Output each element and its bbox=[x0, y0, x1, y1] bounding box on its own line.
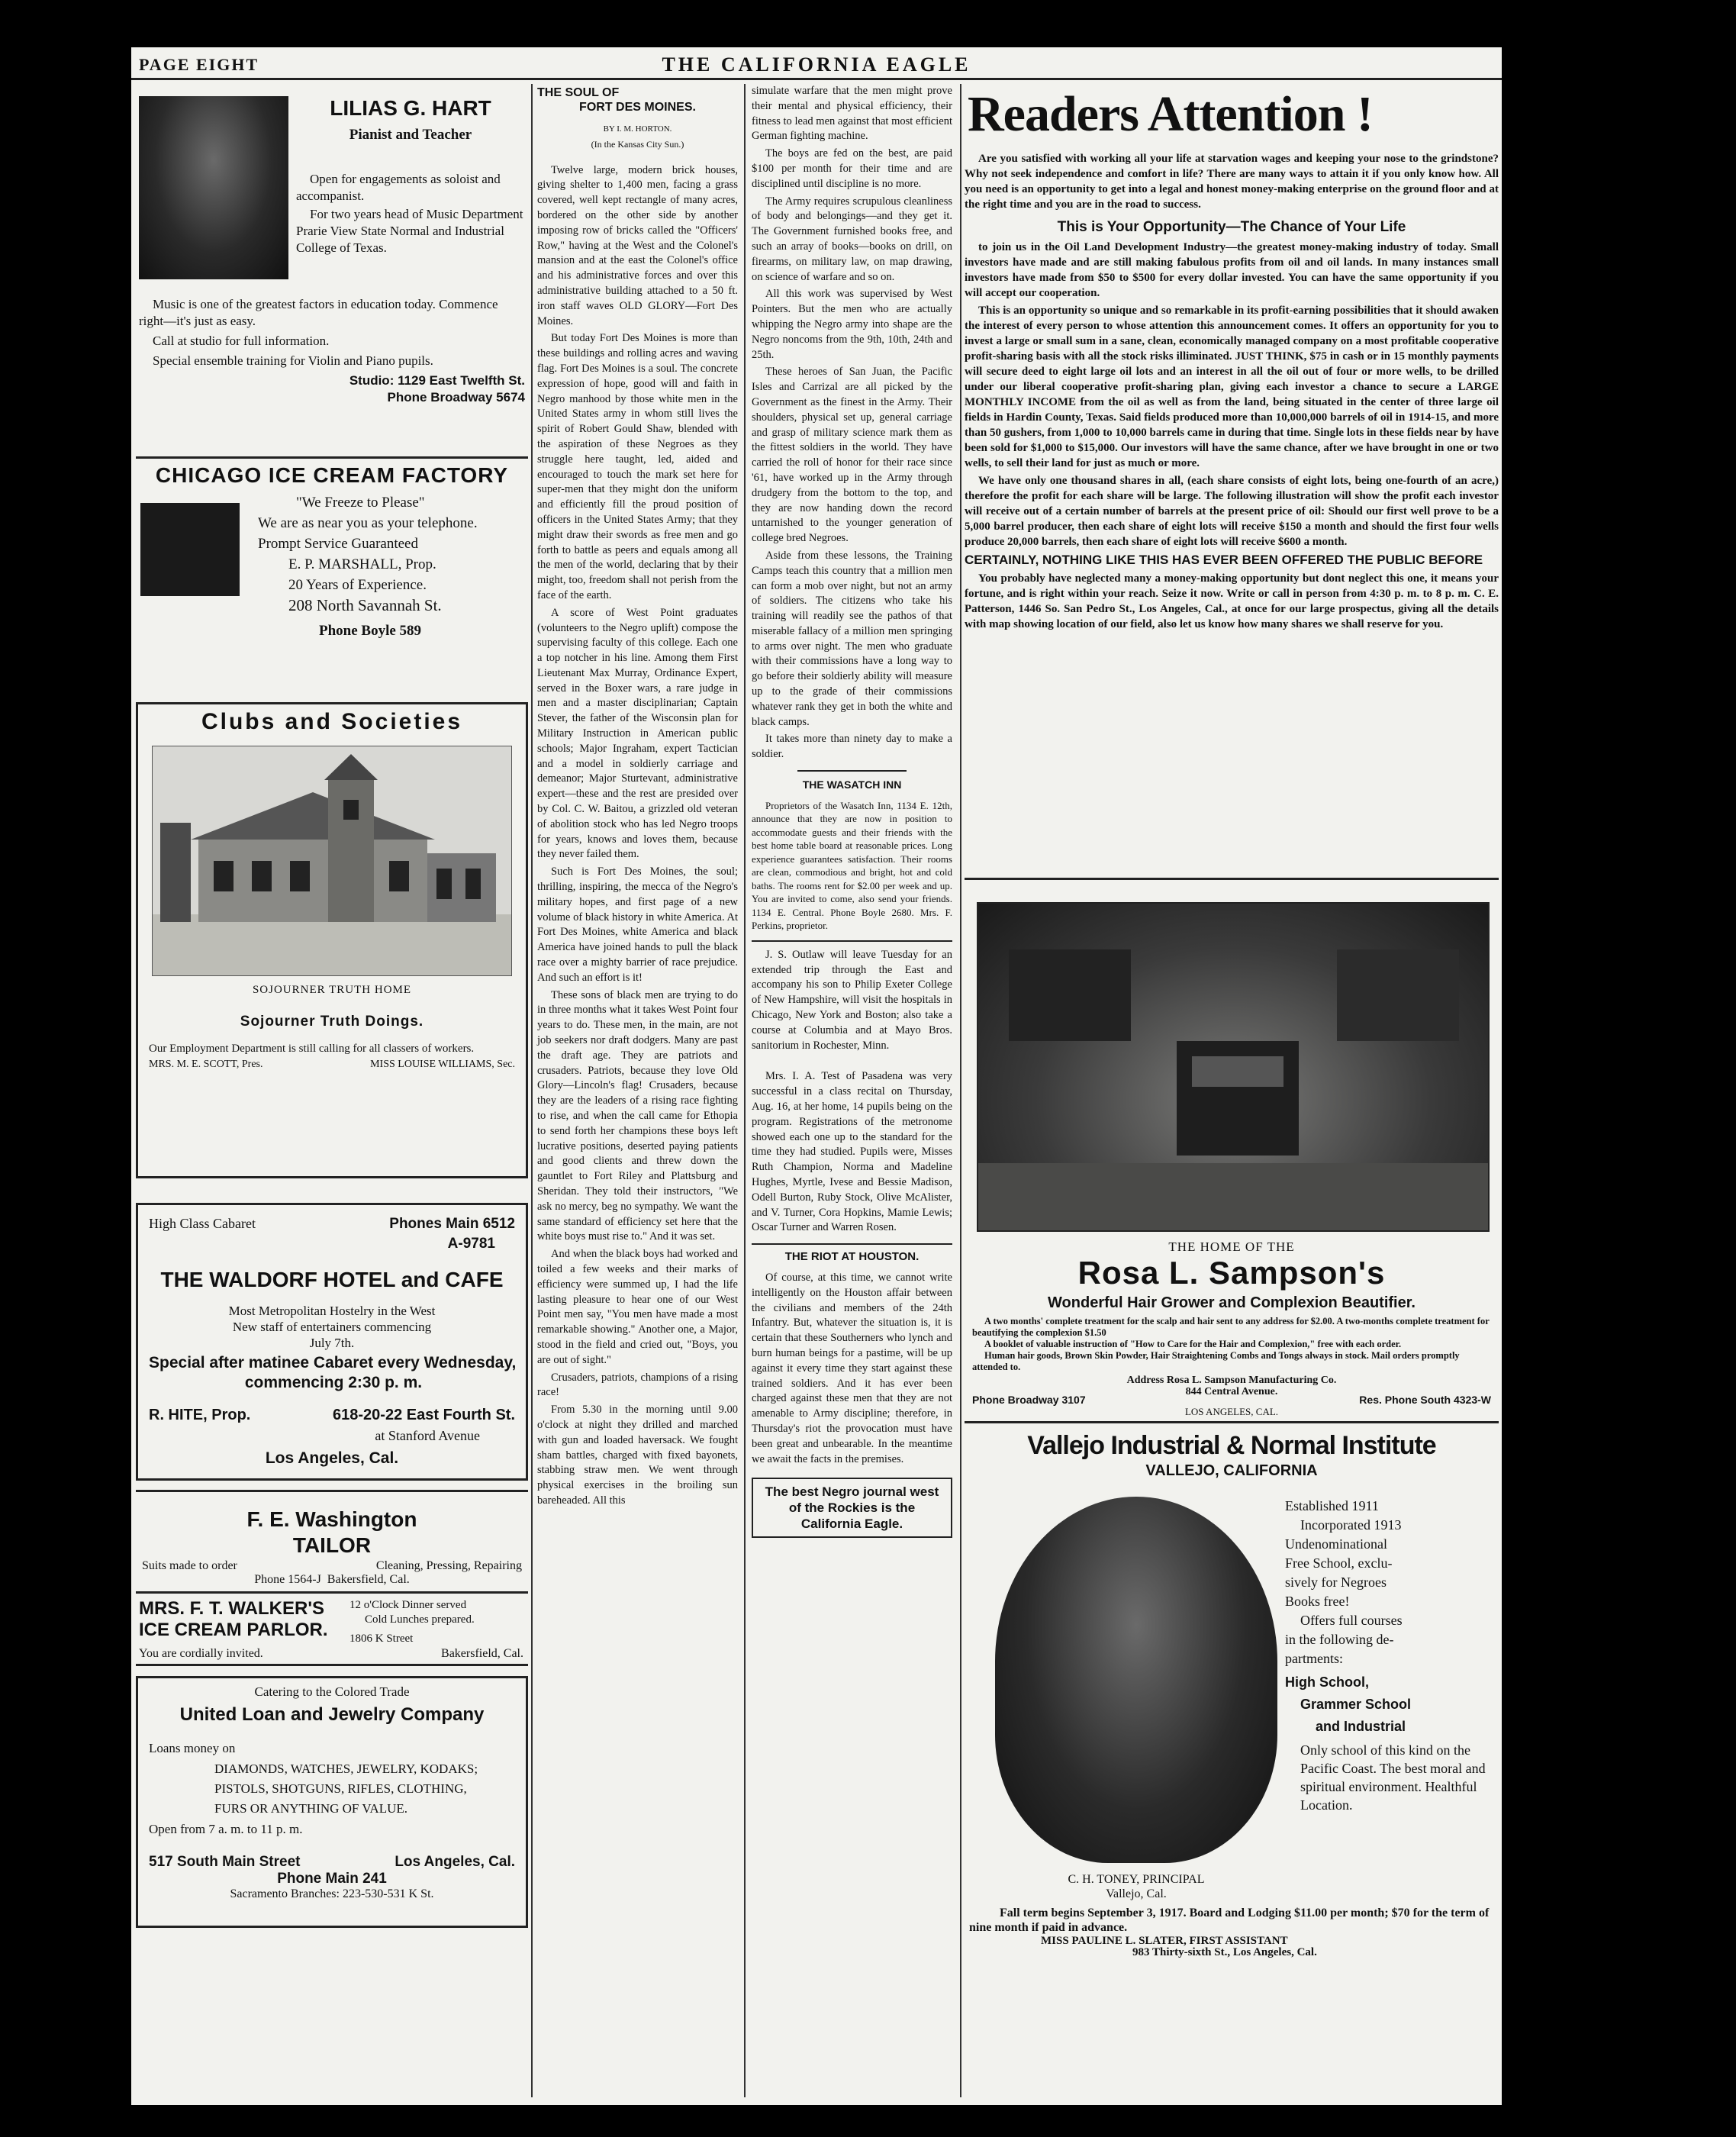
icecream-title: CHICAGO ICE CREAM FACTORY bbox=[155, 463, 509, 487]
walker-invite: You are cordially invited. bbox=[139, 1647, 263, 1660]
sampson-sub: Wonderful Hair Grower and Complexion Beautifier. bbox=[1048, 1294, 1416, 1311]
readers-p2: This is an opportunity so unique and so remarkable in its profit-earning possibilities that it should awaken the interest of every person to whose attention this announcement comes. It offers an opportunity for you to invest a large or small sum in a sane, clean, economically managed company on a most profitable cooperative profit-sharing basis with all the stock risks illiminated. JUST THINK, $75 in cash or in 15 monthly payments will secure deed to eight large oil lots and an interest in all the oil out of four or more wells, to be drilled under our liberal cooperative profit-sharing plan, giving each investor a chance to secure a LARGE MONTHLY INCOME from the oil as well as from the land, being situated in the center of three large oil fields in Hardin County, Texas. Said fields produced more than 10,000,000 barrels of oil in 1914-15, and more than 50 gushers, from 1,000 to 10,000 barrels came in during that time. Single lots in these fields near by have been sold for $1,000 to $15,000. Our investors will have the same chance, after we have brought in one or two wells, to sell their land for just as much or more. bbox=[965, 305, 1499, 469]
sampson-phone-right: Res. Phone South 4323-W bbox=[1359, 1394, 1491, 1406]
wasatch-rule bbox=[797, 770, 907, 772]
sojourner-secretary: MISS LOUISE WILLIAMS, Sec. bbox=[370, 1059, 515, 1070]
sampson-street: 844 Central Avenue. bbox=[1185, 1386, 1278, 1397]
article-title1: THE SOUL OF bbox=[537, 86, 620, 99]
waldorf-line2: New staff of entertainers commencing bbox=[232, 1320, 432, 1334]
waldorf-address: 618-20-22 East Fourth St. bbox=[333, 1407, 515, 1423]
readers-caps: CERTAINLY, NOTHING LIKE THIS HAS EVER BEEN OFFERED THE PUBLIC BEFORE bbox=[965, 553, 1483, 567]
readers-p4: You probably have neglected many a money-making opportunity but dont neglect this one, it means your fortune, and is right within your reach. Seize it now. Write or call in person from 4:30 p. m. to 8 p. m. C. E. Patterson, 1446 So. San Pedro St., Los Angeles, Cal., at once for our large prospectus, giving all the details with map showing location of our field, also let us know how many shares we shall reserve for you. bbox=[965, 572, 1499, 630]
page-number-label: PAGE EIGHT bbox=[139, 55, 259, 74]
tailor-phone: Phone 1564-J bbox=[254, 1573, 321, 1586]
waldorf-city: Los Angeles, Cal. bbox=[265, 1449, 399, 1467]
header-rule bbox=[131, 78, 1502, 80]
icecream-experience: 20 Years of Experience. bbox=[288, 577, 427, 593]
waldorf-lines bbox=[138, 1303, 526, 1351]
article-b7: It takes more than ninety day to make a soldier. bbox=[752, 733, 952, 761]
vallejo-line9: partments: bbox=[1285, 1651, 1343, 1666]
vallejo-dept1: High School, bbox=[1285, 1674, 1369, 1690]
readers-title: Readers Attention ! bbox=[968, 86, 1373, 142]
loan-city: Los Angeles, Cal. bbox=[395, 1854, 515, 1870]
walker-notes bbox=[349, 1598, 475, 1646]
tailor-left: Suits made to order bbox=[142, 1559, 237, 1572]
sampson-shop-drawing bbox=[978, 904, 1488, 1230]
waldorf-line1: Most Metropolitan Hostelry in the West bbox=[228, 1304, 436, 1318]
article-column-b bbox=[747, 84, 957, 2097]
best-negro-box: The best Negro journal west of the Rockies is the California Eagle. bbox=[752, 1478, 952, 1538]
sojourner-officers bbox=[149, 1059, 515, 1071]
riot-title: THE RIOT AT HOUSTON. bbox=[784, 1250, 920, 1264]
sampson-name: Rosa L. Sampson's bbox=[1077, 1255, 1386, 1291]
article-p8: From 5.30 in the morning until 9.00 o'clock at night they drilled and marched with gun and loaded haversack. We fought sham battles, charged with fixed bayonets, stabbing straw men. We went through physical exercises in the broiling sun bareheaded. All this bbox=[537, 1404, 738, 1507]
tailor-title: TAILOR bbox=[292, 1533, 372, 1557]
loan-tag: Catering to the Colored Trade bbox=[254, 1684, 410, 1699]
hart-p1: Open for engagements as soloist and accompanist. bbox=[296, 172, 501, 203]
waldorf-tag: High Class Cabaret bbox=[149, 1216, 256, 1231]
waldorf-title: THE WALDORF HOTEL and CAFE bbox=[160, 1268, 504, 1291]
waldorf-phones: Phones Main 6512 bbox=[389, 1216, 515, 1232]
vallejo-term: Fall term begins September 3, 1917. Board and Lodging $11.00 per month; $70 for the term of nine month if paid in advance. bbox=[969, 1907, 1490, 1934]
loan-items: DIAMONDS, WATCHES, JEWELRY, KODAKS; PISTOLS, SHOTGUNS, RIFLES, CLOTHING, FURS OR ANYTHING OF VALUE. bbox=[214, 1761, 478, 1816]
riot-rule bbox=[752, 1243, 952, 1245]
waldorf-prop: R. HITE, Prop. bbox=[149, 1407, 251, 1423]
article-p5: These sons of black men are trying to do in three months what it takes West Point four years to do. These men, in the main, are not job seekers nor draft dodgers. Many are past the draft age. They are patriots and crusaders. Patriots, because they love Old Glory—Lincoln's flag! Crusaders, because they are the leaders of a rising race fighting to rise, and when the call came for Ethopia to send forth her champions these boys left lucrative positions, deserted paying patients and good clients and threw down the gauntlet to Fort Riley and Plattsburg and Sheridan. They told their instructors, "We ask no mercy, beg no sympathy. We want the same standard of efficiency set here that the white boys must rise to." And it was set. bbox=[537, 988, 738, 1243]
vallejo-line6: Books free! bbox=[1285, 1594, 1350, 1609]
icecream-line2: Prompt Service Guaranteed bbox=[258, 536, 418, 552]
icecream-line1: We are as near you as your telephone. bbox=[258, 515, 478, 531]
clubs-title: Clubs and Societies bbox=[201, 709, 463, 734]
vallejo-place: Vallejo, Cal. bbox=[1106, 1887, 1167, 1900]
article-p3: A score of West Point graduates (volunteers to the Negro uplift) compose the supervising faculty of this college. Each one a top notcher in his line. Among them First Lieutenant Max Murray, Ordinance Expert, served in the Boxer wars, a rare judge in men and a master disciplinarian; Captain Stever, the father of the Wisconsin plan for Military Instruction in American public schools; Major Ingraham, expert Tactician and a model in soldierly carriage and demeanor; Major Sturtevant, administrative expert—these and the rest are presided over by Col. C. W. Baitou, a grizzled old veteran of abolition stock who has led Negro troops for years, knows and loves them, because they never failed them. bbox=[537, 606, 738, 861]
wasatch-title: THE WASATCH INN bbox=[802, 778, 902, 791]
walker-note1: 12 o'Clock Dinner served bbox=[349, 1599, 467, 1611]
waldorf-phones2: A-9781 bbox=[447, 1236, 495, 1252]
icecream-owner: E. P. MARSHALL, Prop. bbox=[288, 556, 436, 572]
vallejo-line4: Free School, exclu- bbox=[1285, 1555, 1393, 1571]
riot-body: Of course, at this time, we cannot write intelligently on the Houston affair between the civilians and members of the 24th Infantry. But, whatever the situation is, it is certain that these Southerners who lynch and burn human beings for a pastime, will be up against it every time they start against these trained soldiers. And it has ever been charged against these men that they are not amenable to Army discipline; therefore, in Thursday's riot the provocation must have been great and unbearable. In the meantime we await the facts in the premises. bbox=[752, 1272, 952, 1465]
vallejo-dept2: Grammer School bbox=[1300, 1697, 1412, 1712]
loan-address: 517 South Main Street bbox=[149, 1854, 301, 1870]
loan-title: United Loan and Jewelry Company bbox=[179, 1704, 485, 1725]
icecream-slogan: "We Freeze to Please" bbox=[296, 495, 425, 511]
icecream-details bbox=[258, 492, 525, 641]
outlaw-rule bbox=[752, 940, 952, 942]
hart-body-rest bbox=[139, 206, 525, 259]
article-source: (In the Kansas City Sun.) bbox=[591, 138, 684, 150]
walker-city: Bakersfield, Cal. bbox=[441, 1647, 523, 1660]
hart-p2: For two years head of Music Department Prarie View State Normal and Industrial College of Texas. bbox=[296, 207, 523, 255]
readers-p3: We have only one thousand shares in all, (each share consists of eight lots, being one-fourth of an acre,) therefore the profit for each share will be large. The following illustration will show the profit each investor will receive out of a certain number of barrels at the present price of oil: Should our first well prove to be a 5,000 barrel producer, then each share of eight lots will receive $150 a month and should the first four wells produce 20,000 barrels, then each share of eight lots will receive $600 a month. bbox=[965, 475, 1499, 548]
article-b3: The Army requires scrupulous cleanliness of body and belongings—and they get it. The Government furnished books free, and such an array of books—books on drill, on firearms, on military law, on map drawing, on science of warfare and so on. bbox=[752, 195, 952, 283]
hart-body bbox=[296, 171, 525, 208]
loan-box bbox=[136, 1676, 528, 1928]
hart-p3: Music is one of the greatest factors in education today. Commence right—it's just as easy. bbox=[139, 297, 498, 328]
article-column-a bbox=[533, 84, 742, 2097]
sampson-phone-left: Phone Broadway 3107 bbox=[972, 1394, 1086, 1406]
tailor-ad bbox=[136, 1490, 528, 1594]
tailor-city: Bakersfield, Cal. bbox=[327, 1573, 410, 1586]
vallejo-principal-block bbox=[995, 1872, 1277, 1901]
newspaper-page bbox=[131, 47, 1502, 2105]
vallejo-title: Vallejo Industrial & Normal Institute bbox=[1027, 1431, 1436, 1460]
article-area bbox=[533, 84, 957, 2097]
article-p4: Such is Fort Des Moines, the soul; thrilling, inspiring, the mecca of the Negro's military hopes, and first page of a new volume of black history in white America. At Fort Des Moines, white America and black America have joined hands to pull the black race over a mighty barrier of race prejudice. And such an effort is it! bbox=[537, 865, 738, 984]
article-title bbox=[537, 85, 738, 114]
sampson-city: LOS ANGELES, CAL. bbox=[1184, 1406, 1279, 1417]
loan-branches: Sacramento Branches: 223-530-531 K St. bbox=[230, 1887, 434, 1900]
recital-notice: Mrs. I. A. Test of Pasadena was very successful in a class recital on Thursday, Aug. 16, at her home, 14 pupils being on the program. Registrations of the metronome showed each one up to the standard for the time they had studied. Pupils were, Misses Ruth Champion, Norma and Madeline Hughes, Myrtle, Ivese and Bessie Madison, Odell Burton, Ruby Stock, Olive McAlister, and V. Turner, Cora Hopkins, Mamie Lewis; Oscar Turner and Warren Rosen. bbox=[752, 1070, 952, 1234]
article-b5: These heroes of San Juan, the Pacific Isles and Carrizal are all picked by the Government as the finest in the Army. Their shoulders, physical set up, general carriage and grasp of military science mark them as the fittest soldiers in the world. They have carried the roll of honor for their race since '61, have worked up in the Army through drudgery from the bottom to the top, and they are now handing down the record untarnished to the younger generation of college bred Negroes. bbox=[752, 366, 952, 545]
left-ad-column bbox=[136, 84, 528, 2097]
waldorf-special1: Special after matinee Cabaret every Wednesday, bbox=[149, 1354, 517, 1371]
vallejo-asst-addr: 983 Thirty-sixth St., Los Angeles, Cal. bbox=[1132, 1946, 1317, 1958]
column-rule-2 bbox=[744, 84, 746, 2097]
clubs-box bbox=[136, 702, 528, 1178]
loan-hours: Open from 7 a. m. to 11 p. m. bbox=[149, 1822, 303, 1836]
icecream-phone: Phone Boyle 589 bbox=[319, 623, 422, 639]
waldorf-address2: at Stanford Avenue bbox=[375, 1428, 480, 1443]
vallejo-line8: in the following de- bbox=[1285, 1632, 1394, 1647]
sampson-ad bbox=[965, 890, 1499, 1417]
vallejo-ad bbox=[965, 1421, 1499, 1950]
article-p6: And when the black boys had worked and toiled a few weeks and their marks of efficiency were summed up, I had the life lasting pleasure to hear one of our West Point men say, "You men have made a most remarkable showing." Another one, a Major, stood in the field and cried out, "Boys, you are out of sight." bbox=[537, 1248, 738, 1366]
sampson-p1: A two months' complete treatment for the scalp and hair sent to any address for $2.00. A two-months complete treatment for beautifying the complexion $1.50 bbox=[972, 1316, 1490, 1338]
article-b2: The boys are fed on the best, are paid $100 per month for their time and are disciplined until discipline is no more. bbox=[752, 147, 952, 190]
readers-body bbox=[965, 151, 1499, 632]
hart-p5: Special ensemble training for Violin and Piano pupils. bbox=[153, 353, 433, 368]
loan-intro: Loans money on bbox=[149, 1741, 236, 1755]
article-byline: BY I. M. HORTON. bbox=[603, 124, 672, 134]
sojourner-home-illustration bbox=[152, 746, 512, 976]
newspaper-title: THE CALIFORNIA EAGLE bbox=[662, 53, 971, 76]
vallejo-sub: VALLEJO, CALIFORNIA bbox=[1145, 1462, 1318, 1479]
walker-note2: Cold Lunches prepared. bbox=[365, 1613, 475, 1626]
sojourner-body: Our Employment Department is still calling for all classers of workers. bbox=[149, 1043, 475, 1055]
waldorf-line3: July 7th. bbox=[309, 1336, 355, 1350]
vallejo-line7: Offers full courses bbox=[1300, 1613, 1403, 1628]
walker-title1: MRS. F. T. WALKER'S bbox=[139, 1598, 325, 1619]
article-p7: Crusaders, patriots, champions of a rising race! bbox=[537, 1371, 738, 1399]
sojourner-president: MRS. M. E. SCOTT, Pres. bbox=[149, 1059, 263, 1070]
right-ad-column bbox=[965, 84, 1499, 2097]
sojourner-caption: SOJOURNER TRUTH HOME bbox=[252, 984, 412, 996]
vallejo-asst: MISS PAULINE L. SLATER, FIRST ASSISTANT bbox=[1041, 1935, 1288, 1947]
hart-ad bbox=[136, 92, 528, 473]
vallejo-line5: sively for Negroes bbox=[1285, 1575, 1387, 1590]
walker-ad bbox=[136, 1595, 528, 1666]
vallejo-line2: Incorporated 1913 bbox=[1300, 1517, 1402, 1533]
loan-address-line bbox=[149, 1854, 515, 1871]
article-b4: All this work was supervised by West Pointers. But the men who are actually whipping the Negro army into shape are the Negro noncoms from the 9th, 10th, 24th and 25th. bbox=[752, 288, 952, 361]
article-p1: Twelve large, modern brick houses, giving shelter to 1,400 men, facing a grass covered, well kept rectangle of many acres, bordered on the other side by another imposing row of bricks called the "Officers' Row," having at the West and the Colonel's mansion and at the east the Colonel's office and his administrative forces and over this administrative building attached to a 50 ft. iron staff waves OLD GLORY—Fort Des Moines. bbox=[537, 163, 738, 327]
sampson-p2: A booklet of valuable instruction of "How to Care for the Hair and Complexion," free with each order. bbox=[984, 1339, 1402, 1349]
outlaw-notice: J. S. Outlaw will leave Tuesday for an extended trip through the East and accompany his son to Philip Exeter College of New Hampshire, will visit the hospitals in Chicago, New York and Boston; also take a course at Columbia and at Mayo Bros. sanitorium in Rochester, Minn. bbox=[752, 948, 952, 1052]
sojourner-home-drawing bbox=[153, 746, 511, 975]
readers-ad bbox=[965, 84, 1499, 885]
readers-subhead: This is Your Opportunity—The Chance of Your Life bbox=[1057, 219, 1406, 235]
readers-p1: to join us in the Oil Land Development Industry—the greatest money-making industry of today. Small investors have made and are still making fabulous profits from oil and oil lands. In many instances small investors have made from $50 to $500 for every dollar invested. You can have the same opportunity if you will accept our cooperation. bbox=[965, 241, 1499, 299]
wasatch-body: Proprietors of the Wasatch Inn, 1134 E. 12th, announce that they are now in position to accommodate guests and their friends with the best home table board at reasonable prices. Long experience guarantees satisfaction. Their rooms are clean, commodious and bright, hot and cold baths. The rooms rent for $2.00 per week and up. You are invited to come, also send your friends. 1134 E. Central. Phone Boyle 2680. Mrs. F. Perkins, proprietor. bbox=[752, 799, 952, 932]
vallejo-only: Only school of this kind on the Pacific Coast. The best moral and spiritual environment. Healthful Location. bbox=[1300, 1742, 1486, 1813]
tailor-right: Cleaning, Pressing, Repairing bbox=[375, 1559, 522, 1572]
vallejo-lines bbox=[1285, 1497, 1496, 1814]
sojourner-subtitle: Sojourner Truth Doings. bbox=[240, 1014, 424, 1030]
sampson-shop-photo bbox=[977, 902, 1490, 1232]
loan-phone: Phone Main 241 bbox=[277, 1871, 387, 1887]
waldorf-special2: commencing 2:30 p. m. bbox=[244, 1374, 423, 1391]
toney-portrait-photo bbox=[995, 1497, 1277, 1863]
readers-rule bbox=[965, 878, 1499, 880]
article-p2: But today Fort Des Moines is more than these buildings and rolling acres and waving flag. Fort Des Moines is a soul. The concrete expression of hope, good will and faith in Negro manhood by those white men in the United States army in whom still lives the spirit of Robert Gould Shaw, blended with the aspiration of these Negroes as they struggle here taught, led, aided and encouraged to touch the mark set here for super-men that they might don the uniform and efficiently fill the proud position of officers in the United States Army; that they might draw their swords as free men and go forth to battle as peers and equals among all the men of the world, declaring that by their might, too, freedom shall not perish from the face of the earth. bbox=[537, 332, 738, 601]
article-title2: FORT DES MOINES. bbox=[579, 101, 696, 114]
tailor-phone-line bbox=[142, 1573, 522, 1587]
vallejo-dept3: and Industrial bbox=[1316, 1719, 1406, 1734]
hart-name: LILIAS G. HART bbox=[330, 96, 491, 120]
vallejo-line1: Established 1911 bbox=[1285, 1498, 1379, 1513]
hart-phone: Phone Broadway 5674 bbox=[387, 390, 525, 405]
tailor-name: F. E. Washington bbox=[246, 1507, 417, 1531]
icecream-address: 208 North Savannah St. bbox=[288, 596, 442, 614]
sampson-address: Address Rosa L. Sampson Manufacturing Co. bbox=[1126, 1375, 1337, 1386]
page-header bbox=[131, 47, 1502, 78]
waldorf-special bbox=[149, 1353, 518, 1393]
icecream-ad bbox=[136, 456, 528, 703]
tailor-services bbox=[142, 1559, 522, 1573]
column-rule-3 bbox=[960, 84, 961, 2097]
walker-title2: ICE CREAM PARLOR. bbox=[139, 1620, 328, 1640]
walker-address: 1806 K Street bbox=[349, 1633, 414, 1645]
article-b1: simulate warfare that the men might prove their mental and physical efficiency, their fitness to lead men against that most efficient German fighting machine. bbox=[752, 85, 952, 143]
hart-studio: Studio: 1129 East Twelfth St. bbox=[349, 373, 525, 388]
readers-intro: Are you satisfied with working all your life at starvation wages and keeping your nose to the grindstone? Why not seek independence and comfort in life? There are many ways to attain it if you only know how. All you need is an opportunity to get into a legal and honest money-making enterprise on the ground floor and at the right time and you are in the road to success. bbox=[965, 153, 1499, 211]
sampson-body bbox=[972, 1316, 1491, 1397]
vallejo-principal: C. H. TONEY, PRINCIPAL bbox=[1068, 1873, 1205, 1886]
walker-title bbox=[139, 1598, 328, 1641]
waldorf-box bbox=[136, 1203, 528, 1481]
hart-role: Pianist and Teacher bbox=[349, 127, 472, 143]
article-b6: Aside from these lessons, the Training Camps teach this country that a million men can form a mob over night, but not an army of soldiers. The citizens who take his training will readily see the pathos of that miserable fallacy of a million men springing to arms over night. The men who graduate with their commissions have a long way to go before their soldierly ability will measure up to the grade of their commissions whatever rank they get in both the white and black camps. bbox=[752, 549, 952, 728]
icecream-logo-block bbox=[140, 503, 240, 596]
hart-p4: Call at studio for full information. bbox=[153, 334, 330, 348]
sampson-p3: Human hair goods, Brown Skin Powder, Hair Straightening Combs and Tongs always in stock. Mail orders promptly attended to. bbox=[972, 1350, 1460, 1372]
vallejo-line3: Undenominational bbox=[1285, 1536, 1387, 1552]
sampson-pre: THE HOME OF THE bbox=[1168, 1239, 1295, 1254]
hart-body-lower bbox=[139, 296, 525, 406]
